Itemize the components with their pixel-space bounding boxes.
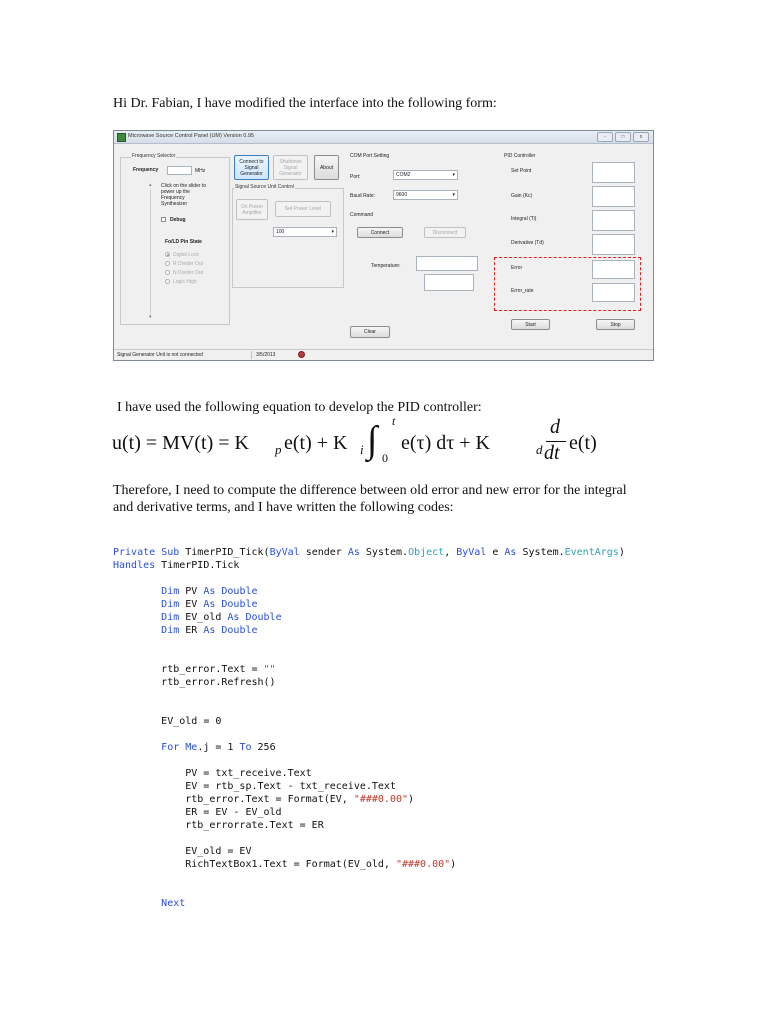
code-token: sender (299, 547, 348, 558)
pin-state-title: Fo/LD Pin State (165, 239, 202, 245)
code-listing (113, 546, 625, 910)
code-token: EV_old (179, 612, 228, 623)
code-token: EV_old = EV (185, 846, 252, 857)
code-token: EventArgs (564, 547, 619, 558)
eq-tail: e(t) (569, 432, 597, 454)
code-token: Handles (113, 560, 156, 571)
eq-sub-i: i (360, 442, 364, 457)
code-token: PV = txt_receive.Text (185, 768, 312, 779)
eq-lower-limit: 0 (382, 451, 388, 465)
baud-select[interactable] (393, 190, 458, 200)
on-power-amplifier-button[interactable]: On Power Amplifier (236, 199, 268, 220)
code-token: Dim (161, 599, 180, 610)
slider-down-arrow[interactable]: ▾ (149, 314, 152, 320)
minimize-button[interactable]: - (597, 132, 613, 142)
slider-up-arrow[interactable]: ▴ (149, 182, 152, 188)
code-token: As (504, 547, 517, 558)
explanation-paragraph: Therefore, I need to compute the difference between old error and new error for the integral and derivative terms, and I have written the following codes: (113, 483, 627, 515)
code-token: As Double (203, 599, 258, 610)
radio-label: Logic High (173, 279, 197, 285)
code-token: "" (263, 664, 276, 675)
start-button[interactable]: Start (511, 319, 550, 330)
disconnect-button[interactable]: Disconnect (424, 227, 466, 238)
code-token: ER = EV - EV_old (185, 807, 282, 818)
stop-icon (298, 351, 305, 358)
code-token: ) (408, 794, 415, 805)
eq-term1: e(t) + K (284, 432, 348, 454)
code-token: ) (450, 859, 457, 870)
integral-label: Integral (Ti) (511, 216, 537, 222)
pid-title: PID Controller (504, 153, 536, 159)
code-token: Dim (161, 612, 180, 623)
radio-logic-high[interactable] (165, 279, 170, 284)
code-token: PV (179, 586, 204, 597)
code-token: Sub (161, 547, 180, 558)
eq-lhs: u(t) = MV(t) = K (112, 432, 249, 454)
window-title: Microwave Source Control Panel (UM) Version 0.95 (128, 133, 254, 139)
code-token: RichTextBox1.Text = Format(EV_old, (185, 859, 396, 870)
code-token: As (347, 547, 360, 558)
code-token: ER (179, 625, 204, 636)
code-token: ByVal (269, 547, 300, 558)
code-token: ) (618, 547, 625, 558)
eq-sub-d: d (536, 442, 543, 457)
code-token: As Double (203, 586, 258, 597)
code-token: Private (113, 547, 156, 558)
port-value: COM2 (396, 172, 411, 178)
code-token: For (161, 742, 180, 753)
code-token: .j = 1 (197, 742, 240, 753)
chevron-down-icon: ▾ (452, 192, 455, 198)
equation-intro: I have used the following equation to develop the PID controller: (117, 400, 482, 415)
code-token: As Double (203, 625, 258, 636)
chevron-down-icon: ▾ (452, 172, 455, 178)
code-token: Dim (161, 625, 180, 636)
integral-input[interactable] (592, 210, 635, 231)
port-select[interactable] (393, 170, 458, 180)
debug-label: Debug (170, 217, 186, 223)
baud-label: Baud Rate: (350, 193, 376, 199)
temperature-label: Temperature: (371, 263, 401, 269)
integral-sign: ∫ (367, 419, 378, 461)
code-token: "###0.00" (395, 859, 451, 870)
slider-hint: Click on the slider to power up the Frequency Synthesizer (161, 183, 207, 207)
eq-frac-den: dt (544, 442, 560, 464)
radio-n-divider[interactable] (165, 270, 170, 275)
code-token: rtb_error.Text = (161, 664, 264, 675)
code-token: , (444, 547, 457, 558)
code-token: System. (516, 547, 565, 558)
signal-source-title: Signal Source Unit Control (235, 184, 294, 190)
code-token: As Double (227, 612, 282, 623)
radio-label: R Divider Out (173, 261, 204, 267)
app-window-screenshot (113, 130, 654, 361)
code-token: EV = rtb_sp.Text - txt_receive.Text (185, 781, 396, 792)
receive-input[interactable] (424, 274, 474, 291)
set-point-input[interactable] (592, 162, 635, 183)
code-token: TimerPID.Tick (155, 560, 240, 571)
about-button[interactable]: About (314, 155, 339, 180)
code-token: TimerPID_Tick( (179, 547, 270, 558)
error-rate-label: Error_rate (511, 288, 534, 294)
code-token: To (239, 742, 252, 753)
temperature-input[interactable] (416, 256, 478, 271)
radio-r-divider[interactable] (165, 261, 170, 266)
radio-digital-lock[interactable] (165, 252, 170, 257)
set-power-level-button[interactable]: Set Power Level (275, 201, 331, 217)
intro-text: Hi Dr. Fabian, I have modified the interface into the following form: (113, 96, 497, 111)
power-level-value: 100 (276, 229, 285, 235)
frequency-slider-track[interactable] (150, 189, 151, 314)
code-token: Dim (161, 586, 180, 597)
status-bar (114, 349, 653, 360)
status-date: 3/5/2013 (256, 352, 276, 358)
error-label: Error (511, 265, 523, 271)
clear-button[interactable]: Clear (350, 326, 390, 338)
frequency-selector-title: Frequency Selector (132, 153, 176, 159)
code-token: rtb_errorrate.Text = ER (185, 820, 324, 831)
frequency-input[interactable] (167, 166, 192, 175)
connect-signal-generator-button[interactable]: Connect to Signal Generator (234, 155, 269, 180)
eq-integrand: e(τ) dτ + K (401, 432, 490, 454)
code-token: Me (185, 742, 198, 753)
power-level-select[interactable] (273, 227, 337, 237)
window-titlebar (114, 131, 653, 144)
derivative-label: Derivative (Td) (511, 240, 544, 246)
frequency-label: Frequency (133, 167, 159, 173)
status-message: Signal Generator Unit is not connected (117, 352, 203, 358)
port-label: Port: (350, 174, 361, 180)
shutdown-signal-generator-button[interactable]: Shutdown Signal Generator (273, 155, 308, 180)
radio-label: Digital Lock (173, 252, 199, 258)
code-token: System. (359, 547, 409, 558)
code-token: 256 (251, 742, 276, 753)
frequency-unit: MHz (195, 168, 206, 174)
connect-button[interactable]: Connect (357, 227, 403, 238)
chevron-down-icon: ▾ (331, 229, 334, 235)
eq-frac-num: d (550, 416, 560, 438)
stop-button[interactable]: Stop (596, 319, 635, 330)
app-icon (117, 133, 126, 142)
code-token: EV_old = 0 (161, 716, 222, 727)
eq-upper-limit: t (392, 414, 396, 428)
debug-checkbox[interactable] (161, 217, 166, 222)
derivative-input[interactable] (592, 234, 635, 255)
code-token: ByVal (456, 547, 487, 558)
close-button[interactable]: x (633, 132, 649, 142)
code-token: "###0.00" (353, 794, 409, 805)
radio-label: N Divider Out (173, 270, 204, 276)
code-token: Object (408, 547, 445, 558)
gain-label: Gain (Kc) (511, 193, 533, 199)
code-token: Next (161, 898, 186, 909)
command-label: Command (350, 212, 374, 218)
code-token: rtb_error.Text = Format(EV, (185, 794, 354, 805)
com-port-title: COM Port Setting (350, 153, 390, 159)
code-token: e (486, 547, 505, 558)
maximize-button[interactable]: □ (615, 132, 631, 142)
pid-equation (112, 414, 632, 468)
baud-value: 9600 (396, 192, 408, 198)
status-divider (251, 351, 252, 359)
code-token: EV (179, 599, 204, 610)
gain-input[interactable] (592, 186, 635, 207)
set-point-label: Set Point (511, 168, 532, 174)
highlight-box (494, 257, 641, 311)
eq-sub-p: p (275, 442, 282, 457)
code-token: rtb_error.Refresh() (161, 677, 276, 688)
